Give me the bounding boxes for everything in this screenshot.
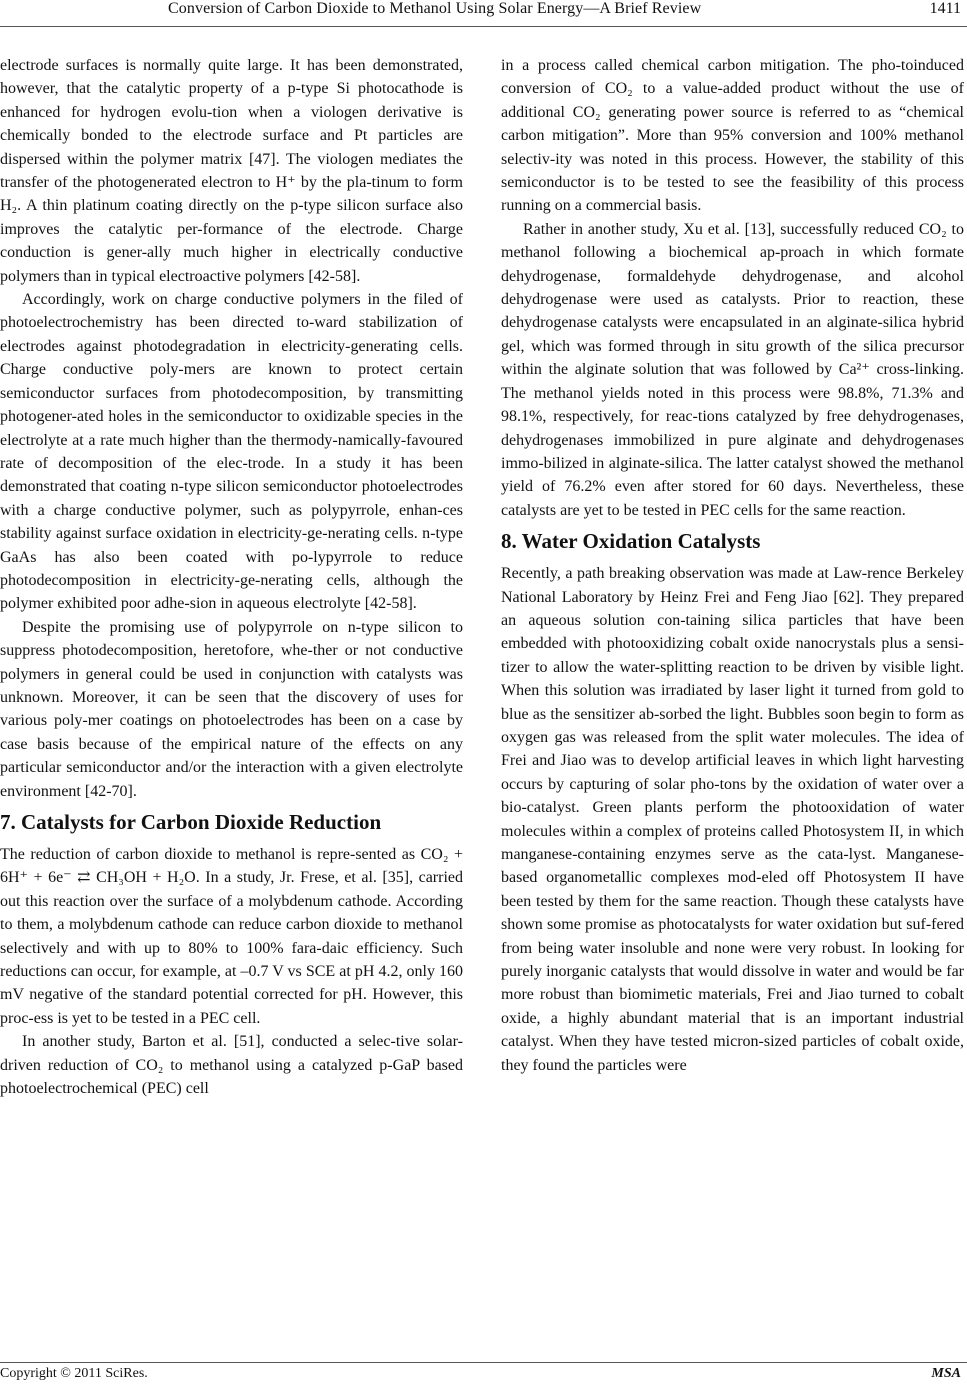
right-paragraph-1: in a process called chemical carbon mitigation. The pho-toinduced conversion of CO₂ to a value-added product without the use of additional CO₂ generating power source is referred to as “chemical carbon mitigation”. More than 95% conversion and 100% methanol selectiv-ity was noted in this process. However, the stability of this semiconductor is to be tested to see the feasibility of this process running on a commercial basis.: [501, 57, 964, 215]
running-title: Conversion of Carbon Dioxide to Methanol Using Solar Energy—A Brief Review: [168, 0, 702, 17]
right-paragraph-2: Rather in another study, Xu et al. [13], successfully reduced CO₂ to methanol following a biochemical ap-proach in which formate dehydrogenase, formaldehyde dehydrogenase, and alcohol dehydrogenase were used as catalysts. Prior to reaction, these dehydrogenase catalysts were encapsulated in an alginate-silica hybrid gel, which was formed through in situ growth of the silica precursor within the alginate solution that was followed by Ca²⁺ cross-linking. The methanol yields noted in this process were 98.8%, 71.3% and 98.1%, respectively, for reac-tions catalyzed by free dehydrogenases, dehydrogenases immobilized in pure alginate and dehydrogenases immo-bilized in alginate-silica. The latter catalyst showed the methanol yield of 76.2% even after stored for 60 days. Nevertheless, these catalysts are yet to be tested in PEC cells for the same reaction.: [501, 220, 964, 519]
journal-abbreviation: MSA: [931, 1366, 961, 1381]
running-header: [0, 0, 967, 26]
section-heading-8: 8. Water Oxidation Catalysts: [501, 529, 761, 554]
left-paragraph-1: electrode surfaces is normally quite large. It has been demonstrated, however, that the catalytic property of a p-type Si photocathode is enhanced for hydrogen evolu-tion when a viologen derivative is chemically bonded to the electrode surface and Pt particles are dispersed within the polymer matrix [47]. The viologen mediates the transfer of the photogenerated electron to H⁺ by the pla-tinum to form H₂. A thin platinum coating directly on the p-type silicon surface also improves the catalytic per-formance of the electrode. Charge conduction is gener-ally much higher in electrically conductive polymers than in typical electroactive polymers [42-58].: [0, 57, 463, 285]
section-heading-7: 7. Catalysts for Carbon Dioxide Reduction: [0, 810, 382, 834]
right-paragraph-3: Recently, a path breaking observation was made at Law-rence Berkeley National Laboratory by Heinz Frei and Feng Jiao [62]. They prepared an aqueous solution con-taining silica particles that have been embedded with photooxidizing cobalt oxide nanocrystals plus a sensi-tizer to allow the water-splitting reaction to be driven by visible light. When this solution was irradiated by laser light it turned from gold to blue as the sensitizer ab-sorbed the light. Bubbles soon begin to form as oxygen gas was released from the split water molecules. The idea of Frei and Jiao was to develop artificial leaves in which light harvesting occurs by capturing of solar pho-tons by the oxidation of water over a bio-catalyst. Green plants perform the photooxidation of water molecules within a complex of proteins called Photosystem II, in which manganese-containing enzymes serve as the cata-lyst. Manganese-based organometallic complexes mod-eled off Photosystem II have been tested by them for the same reaction. Though these catalysts have shown some promise as photocatalysts for water oxidation but suf-fered from being water insoluble and none were very robust. In looking for purely inorganic catalysts that would dissolve in water and would be far more robust than biomimetic materials, Frei and Jiao turned to cobalt oxide, a highly abundant material that is an important industrial catalyst. When they have tested micron-sized particles of cobalt oxide, they found the particles were: [501, 565, 964, 1074]
page-number: 1411: [929, 0, 961, 17]
left-column: [0, 54, 463, 1100]
left-paragraph-5: In another study, Barton et al. [51], conducted a selec-tive solar-driven reduction of CO₂ to methanol using a catalyzed p-GaP based photoelectrochemical (PEC) cell: [0, 1033, 463, 1098]
right-column: [501, 54, 964, 1077]
footer-rule: [0, 1362, 967, 1363]
copyright-notice: Copyright © 2011 SciRes.: [0, 1366, 148, 1381]
left-paragraph-3: Despite the promising use of polypyrrole on n-type silicon to suppress photodecomposition, heretofore, whe-ther or not conductive polymers in general could be used in conjunction with catalysts was unknown. Moreover, it can be seen that the discovery of uses for various poly-mer coatings on photoelectrodes has been on a case by case basis because of the empirical nature of the effects on any particular semiconductor and/or the interaction with a given electrolyte environment [42-70].: [0, 618, 463, 800]
left-paragraph-4: The reduction of carbon dioxide to methanol is repre-sented as CO₂ + 6H⁺ + 6e⁻ ⇄ CH₃OH + H₂O. In a study, Jr. Frese, et al. [35], carried out this reaction over the surface of a molybdenum cathode. According to them, a molybdenum cathode can reduce carbon dioxide to methanol selectively and with up to 80% to 100% fara-daic efficiency. Such reductions can occur, for example, at –0.7 V vs SCE at pH 4.2, only 160 mV negative of the standard potential corrected for pH. However, this proc-ess is yet to be tested in a PEC cell.: [0, 846, 463, 1027]
left-paragraph-2: Accordingly, work on charge conductive polymers in the filed of photoelectrochemistry has been directed to-ward stabilization of electrodes against photodegradation in electricity-generating cells. Charge conductive poly-mers are known to protect certain semiconductor surfaces from photodecomposition, by transmitting photogener-ated holes in the semiconductor to oxidizable species in the electrolyte at a rate much higher than the thermody-namically-favoured rate of decomposition of the elec-trode. In a study it has been demonstrated that coating n-type silicon semiconductor photoelectrodes with a charge conductive polymer, such as polypyrrole, enhan-ces stability against surface oxidation in electricity-ge-nerating cells. n-type GaAs has also been coated with po-lypyrrole to reduce photodecomposition in electricity-ge-nerating cells, although the polymer exhibited poor adhe-sion in aqueous electrolyte [42-58].: [0, 291, 463, 613]
header-rule: [0, 26, 967, 27]
